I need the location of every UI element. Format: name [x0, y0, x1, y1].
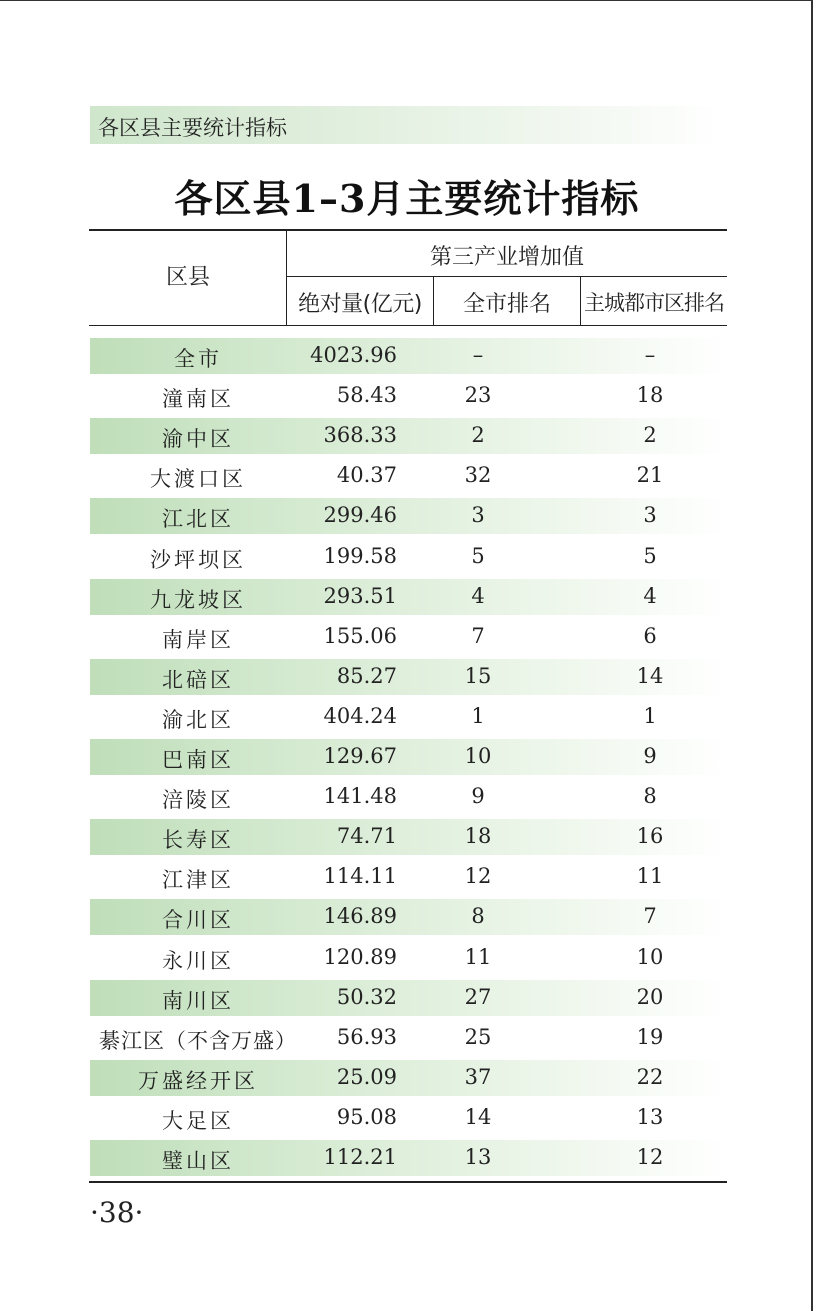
- main-urban-rank-cell: 22: [636, 1065, 664, 1089]
- city-rank-cell: 14: [464, 1105, 492, 1129]
- absolute-value-cell: 155.06: [323, 624, 397, 648]
- page-title: 各区县1–3月主要统计指标: [174, 176, 640, 221]
- main-urban-rank-cell: 6: [643, 624, 657, 648]
- district-name-cell: 北碚区: [162, 668, 234, 692]
- table-row: [90, 899, 726, 935]
- main-urban-rank-cell: –: [644, 343, 656, 367]
- absolute-value-cell: 40.37: [336, 463, 397, 487]
- absolute-value-cell: 112.21: [323, 1145, 397, 1169]
- absolute-value-cell: 129.67: [323, 744, 397, 768]
- table-row: [90, 659, 726, 695]
- city-rank-cell: 15: [464, 664, 492, 688]
- main-urban-rank-cell: 8: [643, 784, 657, 808]
- district-name-cell: 大足区: [162, 1109, 234, 1133]
- header-bottom-rule: [89, 325, 727, 326]
- table-row: [90, 739, 726, 775]
- city-rank-cell: –: [472, 343, 484, 367]
- city-rank-cell: 27: [464, 985, 492, 1009]
- main-urban-rank-cell: 12: [636, 1145, 664, 1169]
- city-rank-cell: 1: [471, 704, 485, 728]
- header-group-rule: [287, 276, 727, 277]
- absolute-value-cell: 141.48: [323, 784, 397, 808]
- city-rank-cell: 5: [471, 544, 485, 568]
- district-name-cell: 江北区: [162, 507, 234, 531]
- main-urban-rank-cell: 19: [636, 1025, 664, 1049]
- table-row: [90, 940, 726, 976]
- absolute-value-cell: 404.24: [323, 704, 397, 728]
- main-urban-rank-cell: 3: [643, 503, 657, 527]
- district-name-cell: 江津区: [162, 868, 234, 892]
- city-rank-cell: 37: [464, 1065, 492, 1089]
- main-urban-rank-cell: 21: [636, 463, 664, 487]
- city-rank-cell: 32: [464, 463, 492, 487]
- table-row: [90, 819, 726, 855]
- district-name-cell: 九龙坡区: [150, 588, 246, 612]
- absolute-value-cell: 120.89: [323, 945, 397, 969]
- table-row: [90, 418, 726, 454]
- table-row: [90, 980, 726, 1016]
- table-top-rule: [89, 229, 727, 231]
- city-rank-cell: 18: [464, 824, 492, 848]
- main-urban-rank-cell: 9: [643, 744, 657, 768]
- header-tertiary-industry: 第三产业增加值: [429, 245, 584, 270]
- page-number: ·38·: [90, 1196, 144, 1229]
- city-rank-cell: 4: [471, 584, 485, 608]
- absolute-value-cell: 56.93: [336, 1025, 397, 1049]
- main-urban-rank-cell: 4: [643, 584, 657, 608]
- main-urban-rank-cell: 20: [636, 985, 664, 1009]
- main-urban-rank-cell: 2: [643, 423, 657, 447]
- district-name-cell: 全市: [174, 347, 222, 371]
- header-district: 区县: [165, 265, 210, 290]
- city-rank-cell: 25: [464, 1025, 492, 1049]
- absolute-value-cell: 25.09: [336, 1065, 397, 1089]
- absolute-value-cell: 95.08: [336, 1105, 397, 1129]
- table-row: [90, 338, 726, 374]
- table-row: [90, 1020, 726, 1056]
- district-name-cell: 潼南区: [162, 387, 234, 411]
- city-rank-cell: 8: [471, 904, 485, 928]
- main-urban-rank-cell: 13: [636, 1105, 664, 1129]
- main-urban-rank-cell: 5: [643, 544, 657, 568]
- main-urban-rank-cell: 16: [636, 824, 664, 848]
- absolute-value-cell: 114.11: [323, 864, 397, 888]
- district-name-cell: 合川区: [162, 908, 234, 932]
- absolute-value-cell: 199.58: [323, 544, 397, 568]
- district-name-cell: 大渡口区: [150, 467, 246, 491]
- table-row: [90, 779, 726, 815]
- header-absolute-value: 绝对量(亿元): [298, 292, 422, 317]
- absolute-value-cell: 299.46: [323, 503, 397, 527]
- main-urban-rank-cell: 11: [636, 864, 664, 888]
- table-row: [90, 579, 726, 615]
- district-name-cell: 綦江区（不含万盛）: [99, 1029, 297, 1053]
- main-urban-rank-cell: 18: [636, 383, 664, 407]
- absolute-value-cell: 74.71: [336, 824, 397, 848]
- district-name-cell: 永川区: [162, 949, 234, 973]
- table-row: [90, 378, 726, 414]
- table-row: [90, 539, 726, 575]
- district-name-cell: 长寿区: [162, 828, 234, 852]
- district-name-cell: 沙坪坝区: [150, 548, 246, 572]
- table-row: [90, 859, 726, 895]
- absolute-value-cell: 368.33: [323, 423, 397, 447]
- city-rank-cell: 23: [464, 383, 492, 407]
- district-name-cell: 万盛经开区: [138, 1069, 258, 1093]
- section-header: [90, 106, 720, 144]
- table-row: [90, 699, 726, 735]
- district-name-cell: 巴南区: [162, 748, 234, 772]
- table-row: [90, 498, 726, 534]
- table-bottom-rule: [89, 1181, 727, 1183]
- city-rank-cell: 9: [471, 784, 485, 808]
- district-name-cell: 渝北区: [162, 708, 234, 732]
- city-rank-cell: 11: [464, 945, 492, 969]
- city-rank-cell: 2: [471, 423, 485, 447]
- table-row: [90, 1100, 726, 1136]
- table-row: [90, 619, 726, 655]
- table-row: [90, 1060, 726, 1096]
- city-rank-cell: 13: [464, 1145, 492, 1169]
- district-name-cell: 渝中区: [162, 427, 234, 451]
- city-rank-cell: 3: [471, 503, 485, 527]
- absolute-value-cell: 4023.96: [310, 343, 397, 367]
- main-urban-rank-cell: 1: [643, 704, 657, 728]
- header-city-rank: 全市排名: [462, 292, 551, 317]
- absolute-value-cell: 293.51: [323, 584, 397, 608]
- page-border-top: [0, 0, 812, 1]
- main-urban-rank-cell: 7: [643, 904, 657, 928]
- main-urban-rank-cell: 14: [636, 664, 664, 688]
- city-rank-cell: 10: [464, 744, 492, 768]
- district-name-cell: 璧山区: [162, 1149, 234, 1173]
- district-name-cell: 涪陵区: [162, 788, 234, 812]
- district-name-cell: 南岸区: [162, 628, 234, 652]
- absolute-value-cell: 146.89: [323, 904, 397, 928]
- table-row: [90, 458, 726, 494]
- main-urban-rank-cell: 10: [636, 945, 664, 969]
- section-header-label: 各区县主要统计指标: [98, 116, 287, 140]
- absolute-value-cell: 85.27: [336, 664, 397, 688]
- absolute-value-cell: 50.32: [336, 985, 397, 1009]
- table-row: [90, 1140, 726, 1176]
- header-main-urban-rank: 主城都市区排名: [584, 291, 724, 315]
- city-rank-cell: 12: [464, 864, 492, 888]
- absolute-value-cell: 58.43: [336, 383, 397, 407]
- city-rank-cell: 7: [471, 624, 485, 648]
- district-name-cell: 南川区: [162, 989, 234, 1013]
